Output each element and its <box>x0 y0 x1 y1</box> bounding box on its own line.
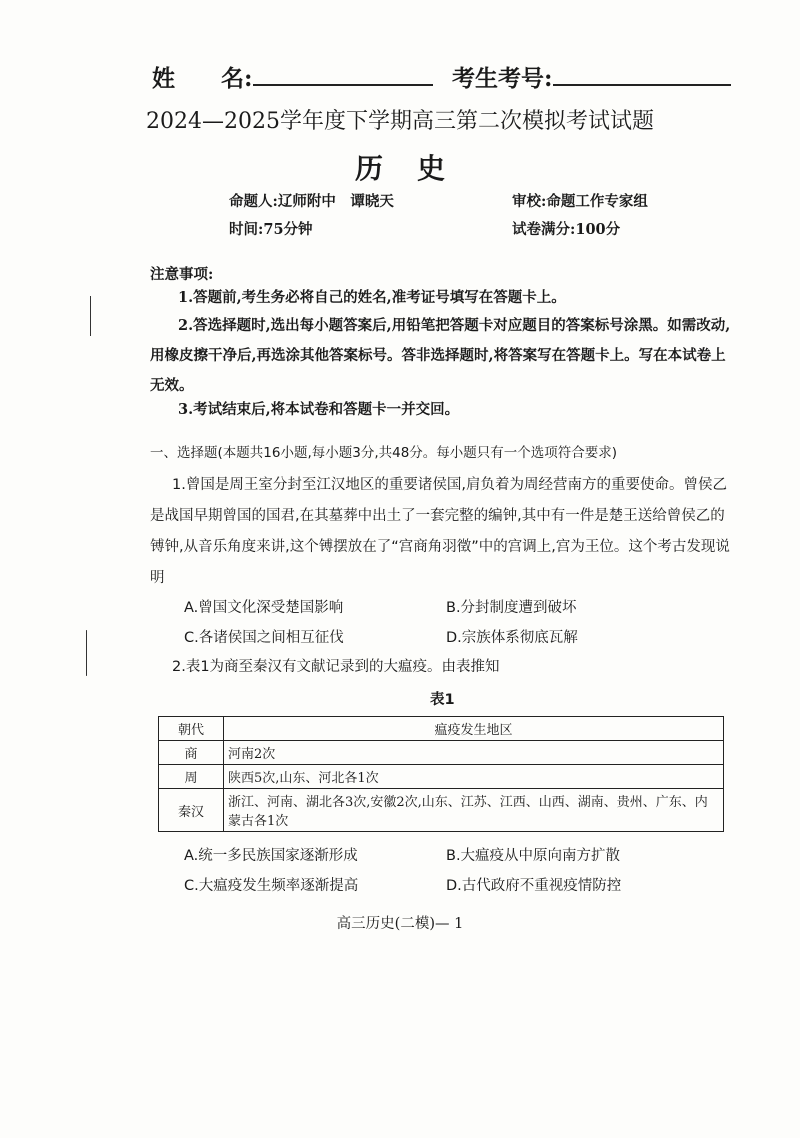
table-caption: 表1 <box>430 692 455 708</box>
q1-option-c[interactable]: C.各诸侯国之间相互征伐 <box>184 630 344 646</box>
margin-mark <box>90 296 91 336</box>
table-header-row <box>159 717 724 741</box>
table-cell-dynasty: 周 <box>159 765 224 789</box>
page-footer: 高三历史(二模)— 1 <box>336 916 464 932</box>
q1-option-a[interactable]: A.曾国文化深受楚国影响 <box>184 600 344 616</box>
notice-item-3: 3.考试结束后,将本试卷和答题卡一并交回。 <box>178 401 460 418</box>
notice-item-2: 2.答选择题时,选出每小题答案后,用铅笔把答题卡对应题目的答案标号涂黑。如需改动,用橡皮擦干净后,再选涂其他答案标号。答非选择题时,将答案写在答题卡上。写在本试卷上无效。 <box>150 317 731 394</box>
exam-id-blank[interactable] <box>553 64 731 86</box>
section-heading: 一、选择题(本题共16小题,每小题3分,共48分。每小题只有一个选项符合要求) <box>150 445 618 461</box>
author-info: 命题人:辽师附中 谭晓天 <box>229 193 394 210</box>
table-cell-region: 陕西5次,山东、河北各1次 <box>224 765 724 789</box>
exam-id-label: 考生考号: <box>452 65 553 92</box>
question-1-stem: 1.曾国是周王室分封至江汉地区的重要诸侯国,肩负着为周经营南方的重要使命。曾侯乙是战国早期曾国的国君,在其墓葬中出土了一套完整的编钟,其中有一件是楚王送给曾侯乙的镈钟,从音乐角度来讲,这个镈摆放在了“宫商角羽徵”中的宫调上,宫为王位。这个考古发现说明 <box>150 477 730 586</box>
table-header-cell: 朝代 <box>159 717 224 741</box>
notice-item-1: 1.答题前,考生务必将自己的姓名,准考证号填写在答题卡上。 <box>178 289 566 306</box>
table-cell-dynasty: 商 <box>159 741 224 765</box>
margin-mark <box>86 630 87 676</box>
table-row <box>159 765 724 789</box>
name-label: 姓 名: <box>152 65 253 92</box>
table-row <box>159 741 724 765</box>
reviewer-info: 审校:命题工作专家组 <box>512 193 648 210</box>
table-cell-region: 浙江、河南、湖北各3次,安徽2次,山东、江苏、江西、山西、湖南、贵州、广东、内蒙古各1次 <box>224 789 724 832</box>
exam-title: 2024—2025学年度下学期高三第二次模拟考试试题 <box>146 109 654 134</box>
subject-title: 历史 <box>354 152 479 185</box>
table-cell-dynasty: 秦汉 <box>159 789 224 832</box>
epidemic-table <box>158 716 724 832</box>
notice-heading: 注意事项: <box>150 266 214 283</box>
q1-option-d[interactable]: D.宗族体系彻底瓦解 <box>446 630 578 646</box>
q2-option-a[interactable]: A.统一多民族国家逐渐形成 <box>184 848 358 864</box>
name-field[interactable] <box>152 60 433 93</box>
q2-option-d[interactable]: D.古代政府不重视疫情防控 <box>446 878 622 894</box>
exam-id-field[interactable] <box>452 60 731 93</box>
full-score-info: 试卷满分:100分 <box>512 221 621 238</box>
time-info: 时间:75分钟 <box>229 221 313 238</box>
q1-option-b[interactable]: B.分封制度遭到破坏 <box>446 600 577 616</box>
table-row <box>159 789 724 832</box>
q2-option-c[interactable]: C.大瘟疫发生频率逐渐提高 <box>184 878 359 894</box>
q2-option-b[interactable]: B.大瘟疫从中原向南方扩散 <box>446 848 621 864</box>
table-cell-region: 河南2次 <box>224 741 724 765</box>
name-blank[interactable] <box>253 64 433 86</box>
table-header-cell: 瘟疫发生地区 <box>224 717 724 741</box>
question-2-stem: 2.表1为商至秦汉有文献记录到的大瘟疫。由表推知 <box>172 659 500 675</box>
